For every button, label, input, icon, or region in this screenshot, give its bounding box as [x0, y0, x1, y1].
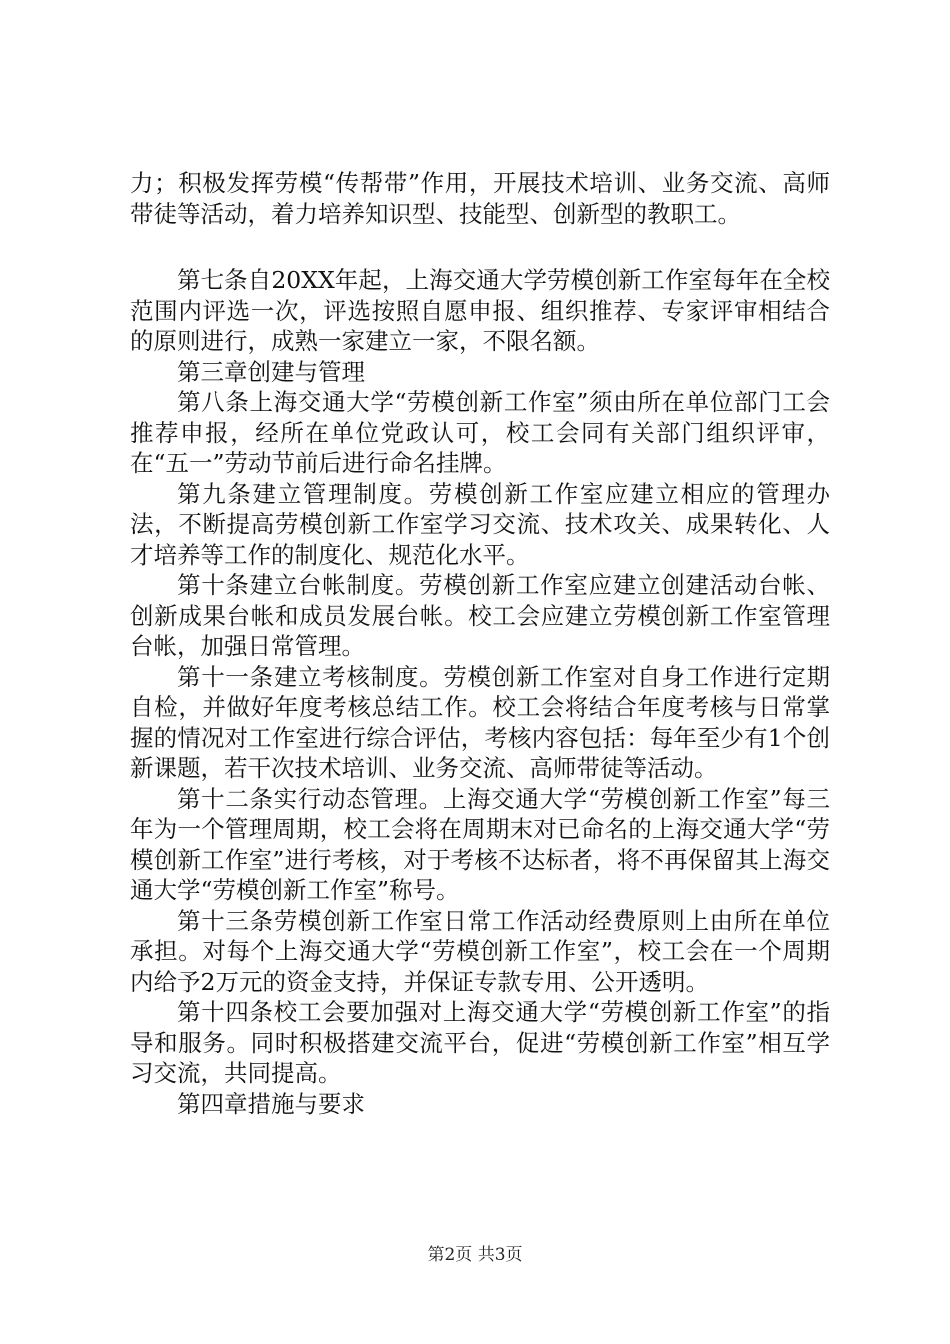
article-10: 第十条建立台帐制度。劳模创新工作室应建立创建活动台帐、创新成果台帐和成员发展台帐。校工会应建立劳模创新工作室管理台帐，加强日常管理。: [130, 571, 830, 660]
article-13: 第十三条劳模创新工作室日常工作活动经费原则上由所在单位承担。对每个上海交通大学“劳模创新工作室”，校工会在一个周期内给予2万元的资金支持，并保证专款专用、公开透明。: [130, 906, 830, 996]
chapter-4-heading: 第四章措施与要求: [177, 1089, 365, 1118]
article-9: 第九条建立管理制度。劳模创新工作室应建立相应的管理办法，不断提高劳模创新工作室学习交流、技术攻关、成果转化、人才培养等工作的制度化、规范化水平。: [130, 479, 830, 569]
article-7: 第七条自20XX年起，上海交通大学劳模创新工作室每年在全校范围内评选一次，评选按照自愿申报、组织推荐、专家评审相结合的原则进行，成熟一家建立一家，不限名额。: [130, 266, 830, 355]
chapter-3-heading: 第三章创建与管理: [177, 357, 365, 386]
document-body: [130, 168, 830, 1119]
article-8: 第八条上海交通大学“劳模创新工作室”须由所在单位部门工会推荐申报，经所在单位党政认可，校工会同有关部门组织评审，在“五一”劳动节前后进行命名挂牌。: [130, 388, 830, 477]
page-footer: 第2页 共3页: [427, 1245, 523, 1265]
article-12: 第十二条实行动态管理。上海交通大学“劳模创新工作室”每三年为一个管理周期，校工会将在周期末对已命名的上海交通大学“劳模创新工作室”进行考核，对于考核不达标者，将不再保留其上海交通大学“劳模创新工作室”称号。: [130, 784, 830, 904]
article-11: 第十一条建立考核制度。劳模创新工作室对自身工作进行定期自检，并做好年度考核总结工作。校工会将结合年度考核与日常掌握的情况对工作室进行综合评估，考核内容包括：每年至少有1个创新课题，若干次技术培训、业务交流、高师带徒等活动。: [130, 662, 830, 782]
paragraph-continuation: 力；积极发挥劳模“传帮带”作用，开展技术培训、业务交流、高师带徒等活动，着力培养知识型、技能型、创新型的教职工。: [130, 169, 830, 228]
article-14: 第十四条校工会要加强对上海交通大学“劳模创新工作室”的指导和服务。同时积极搭建交流平台，促进“劳模创新工作室”相互学习交流，共同提高。: [130, 998, 830, 1087]
